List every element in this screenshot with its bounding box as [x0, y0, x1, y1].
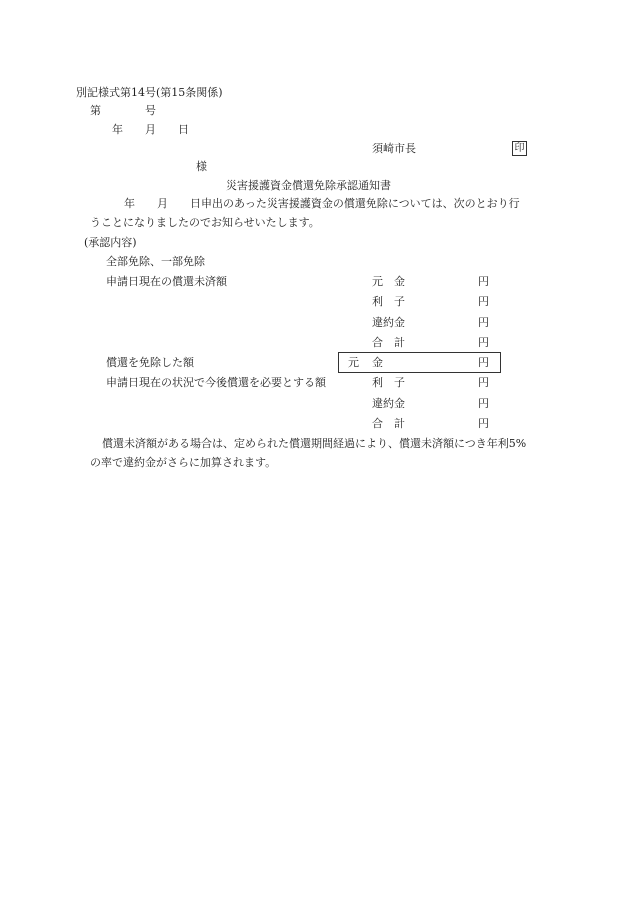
unpaid-interest-label: 利 子 — [372, 295, 405, 308]
future-label: 申請日現在の状況で今後償還を必要とする額 — [106, 376, 326, 389]
section-heading: (承認内容) — [84, 236, 137, 249]
future-penalty-yen: 円 — [478, 397, 489, 410]
future-interest-label: 利 子 — [372, 376, 405, 389]
document-title: 災害援護資金償還免除承認通知書 — [226, 179, 391, 192]
note-line-1: 償還未済額がある場合は、定められた償還期間経過により、償還未済額につき年利5% — [102, 437, 527, 450]
unpaid-penalty-label: 違約金 — [372, 316, 405, 329]
unpaid-interest-yen: 円 — [478, 295, 489, 308]
exempt-label: 償還を免除した額 — [106, 356, 194, 369]
date-line: 年 月 日 — [112, 123, 189, 136]
exempt-principal-rest: 金 — [372, 356, 383, 369]
unpaid-penalty-yen: 円 — [478, 316, 489, 329]
unpaid-principal-label: 元 金 — [372, 275, 405, 288]
intro-line-2: うことになりましたのでお知らせいたします。 — [90, 216, 320, 229]
unpaid-total-yen: 円 — [478, 336, 489, 349]
exempt-amount-box — [338, 352, 501, 373]
future-total-label: 合 計 — [372, 417, 405, 430]
future-penalty-label: 違約金 — [372, 397, 405, 410]
exemption-type: 全部免除、一部免除 — [106, 255, 205, 268]
exempt-principal-mark: 元 — [348, 356, 359, 369]
form-reference: 別記様式第14号(第15条関係) — [76, 86, 223, 99]
exempt-principal-yen: 円 — [478, 356, 489, 369]
unpaid-label: 申請日現在の償還未済額 — [106, 275, 227, 288]
addressee-suffix: 様 — [196, 160, 207, 173]
seal-mark: 印 — [512, 141, 527, 156]
issuer-name: 須崎市長 — [372, 142, 416, 155]
unpaid-total-label: 合 計 — [372, 336, 405, 349]
number-line: 第 号 — [90, 104, 156, 117]
future-total-yen: 円 — [478, 417, 489, 430]
note-line-2: の率で違約金がさらに加算されます。 — [90, 456, 277, 469]
future-interest-yen: 円 — [478, 376, 489, 389]
intro-line-1: 年 月 日申出のあった災害援護資金の償還免除については、次のとおり行 — [124, 197, 520, 210]
unpaid-principal-yen: 円 — [478, 275, 489, 288]
